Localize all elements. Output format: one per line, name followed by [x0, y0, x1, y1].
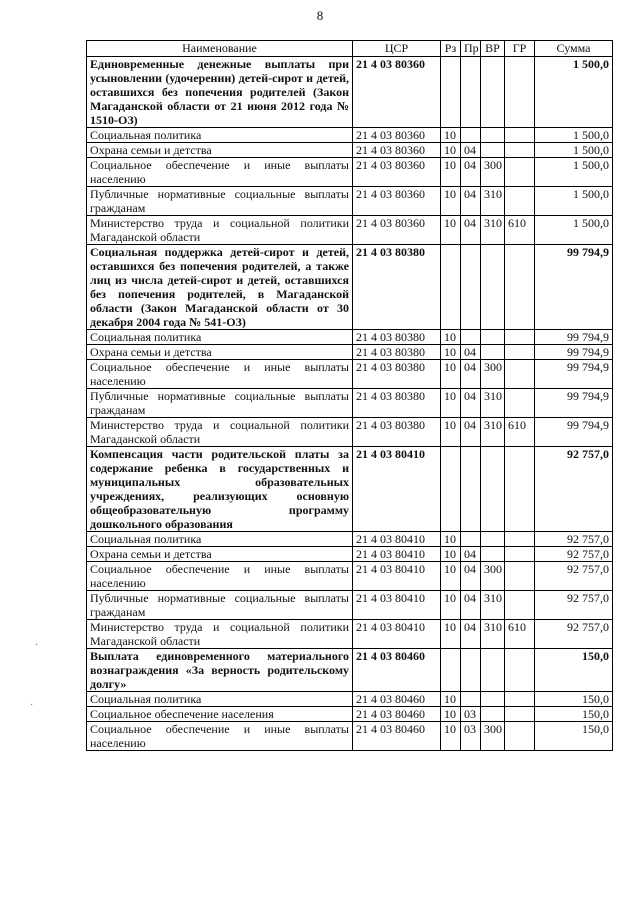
cell-name: Выплата единовременного материального вознаграждения «За верность родительскому долгу» — [87, 649, 353, 692]
cell-name: Охрана семьи и детства — [87, 345, 353, 360]
cell-name: Министерство труда и социальной политики Магаданской области — [87, 418, 353, 447]
cell-csr: 21 4 03 80380 — [353, 330, 441, 345]
cell-pr: 03 — [461, 722, 481, 751]
header-vr: ВР — [481, 41, 505, 57]
scan-speck: · — [35, 640, 39, 651]
cell-name: Единовременные денежные выплаты при усыновлении (удочерении) детей-сирот и детей, оставшихся без попечения родителей (Закон Магаданской области от 21 июня 2012 года № 1510-ОЗ) — [87, 57, 353, 128]
cell-rz: 10 — [441, 692, 461, 707]
table-row — [87, 330, 613, 345]
cell-gr — [505, 245, 535, 330]
cell-gr — [505, 345, 535, 360]
cell-gr — [505, 158, 535, 187]
cell-csr: 21 4 03 80380 — [353, 360, 441, 389]
cell-csr: 21 4 03 80410 — [353, 547, 441, 562]
cell-name: Социальное обеспечение и иные выплаты населению — [87, 158, 353, 187]
table-row — [87, 345, 613, 360]
cell-pr: 04 — [461, 187, 481, 216]
section-row — [87, 447, 613, 532]
cell-name: Публичные нормативные социальные выплаты гражданам — [87, 591, 353, 620]
cell-gr — [505, 128, 535, 143]
cell-vr: 300 — [481, 360, 505, 389]
cell-gr: 610 — [505, 216, 535, 245]
cell-sum: 150,0 — [535, 707, 613, 722]
cell-gr — [505, 57, 535, 128]
cell-name: Министерство труда и социальной политики Магаданской области — [87, 216, 353, 245]
table-row — [87, 143, 613, 158]
header-name: Наименование — [87, 41, 353, 57]
cell-pr: 03 — [461, 707, 481, 722]
cell-gr — [505, 707, 535, 722]
cell-name: Социальное обеспечение населения — [87, 707, 353, 722]
cell-sum: 1 500,0 — [535, 187, 613, 216]
cell-pr: 04 — [461, 591, 481, 620]
page-number: 8 — [316, 8, 324, 23]
cell-csr: 21 4 03 80410 — [353, 447, 441, 532]
cell-csr: 21 4 03 80380 — [353, 389, 441, 418]
cell-gr — [505, 562, 535, 591]
cell-rz: 10 — [441, 547, 461, 562]
cell-vr — [481, 532, 505, 547]
cell-vr: 300 — [481, 158, 505, 187]
cell-sum: 92 757,0 — [535, 591, 613, 620]
cell-csr: 21 4 03 80410 — [353, 620, 441, 649]
cell-sum: 1 500,0 — [535, 57, 613, 128]
cell-sum: 92 757,0 — [535, 547, 613, 562]
cell-csr: 21 4 03 80360 — [353, 128, 441, 143]
cell-pr — [461, 57, 481, 128]
section-row — [87, 649, 613, 692]
header-rz: Рз — [441, 41, 461, 57]
cell-pr: 04 — [461, 562, 481, 591]
cell-csr: 21 4 03 80410 — [353, 562, 441, 591]
cell-pr — [461, 447, 481, 532]
cell-csr: 21 4 03 80460 — [353, 649, 441, 692]
header-pr: Пр — [461, 41, 481, 57]
cell-sum: 1 500,0 — [535, 128, 613, 143]
cell-gr: 610 — [505, 620, 535, 649]
cell-sum: 1 500,0 — [535, 143, 613, 158]
cell-vr: 310 — [481, 620, 505, 649]
section-row — [87, 57, 613, 128]
table-row — [87, 418, 613, 447]
cell-rz: 10 — [441, 187, 461, 216]
cell-rz: 10 — [441, 722, 461, 751]
cell-pr — [461, 649, 481, 692]
cell-vr: 310 — [481, 591, 505, 620]
cell-gr — [505, 389, 535, 418]
cell-csr: 21 4 03 80360 — [353, 187, 441, 216]
cell-rz: 10 — [441, 707, 461, 722]
cell-vr — [481, 707, 505, 722]
cell-csr: 21 4 03 80410 — [353, 591, 441, 620]
cell-vr — [481, 128, 505, 143]
cell-csr: 21 4 03 80460 — [353, 722, 441, 751]
cell-pr: 04 — [461, 620, 481, 649]
table-row — [87, 620, 613, 649]
cell-rz: 10 — [441, 562, 461, 591]
cell-vr — [481, 547, 505, 562]
cell-name: Министерство труда и социальной политики Магаданской области — [87, 620, 353, 649]
cell-vr: 310 — [481, 418, 505, 447]
cell-sum: 99 794,9 — [535, 330, 613, 345]
cell-csr: 21 4 03 80460 — [353, 707, 441, 722]
cell-pr: 04 — [461, 158, 481, 187]
cell-gr — [505, 143, 535, 158]
cell-name: Социальная поддержка детей-сирот и детей, оставшихся без попечения родителей, а также лиц из числа детей-сирот и детей, оставшихся без попечения родителей, в Магаданской области (Закон Магаданской области от 30 декабря 2004 года № 541-ОЗ) — [87, 245, 353, 330]
cell-sum: 150,0 — [535, 722, 613, 751]
cell-gr — [505, 447, 535, 532]
table-row — [87, 216, 613, 245]
cell-csr: 21 4 03 80380 — [353, 418, 441, 447]
cell-csr: 21 4 03 80380 — [353, 245, 441, 330]
cell-vr — [481, 330, 505, 345]
table-row — [87, 707, 613, 722]
cell-gr — [505, 330, 535, 345]
cell-sum: 92 757,0 — [535, 620, 613, 649]
cell-rz: 10 — [441, 143, 461, 158]
cell-pr — [461, 128, 481, 143]
cell-name: Публичные нормативные социальные выплаты гражданам — [87, 389, 353, 418]
cell-pr: 04 — [461, 547, 481, 562]
cell-name: Компенсация части родительской платы за содержание ребенка в государственных и муниципальных образовательных учреждениях, реализующих основную общеобразовательную программу дошкольного образования — [87, 447, 353, 532]
cell-vr — [481, 692, 505, 707]
cell-gr — [505, 360, 535, 389]
cell-csr: 21 4 03 80410 — [353, 532, 441, 547]
table-row — [87, 591, 613, 620]
table-row — [87, 158, 613, 187]
cell-pr: 04 — [461, 389, 481, 418]
cell-rz — [441, 57, 461, 128]
header-gr: ГР — [505, 41, 535, 57]
cell-rz: 10 — [441, 360, 461, 389]
cell-vr: 310 — [481, 389, 505, 418]
cell-gr — [505, 532, 535, 547]
cell-pr — [461, 330, 481, 345]
header-row — [87, 41, 613, 57]
cell-sum: 99 794,9 — [535, 418, 613, 447]
cell-vr: 300 — [481, 722, 505, 751]
table-row — [87, 722, 613, 751]
cell-pr: 04 — [461, 345, 481, 360]
cell-sum: 99 794,9 — [535, 345, 613, 360]
cell-name: Публичные нормативные социальные выплаты гражданам — [87, 187, 353, 216]
table-row — [87, 532, 613, 547]
cell-name: Охрана семьи и детства — [87, 547, 353, 562]
budget-table — [86, 40, 613, 751]
cell-pr: 04 — [461, 216, 481, 245]
header-sum: Сумма — [535, 41, 613, 57]
cell-sum: 99 794,9 — [535, 360, 613, 389]
cell-sum: 99 794,9 — [535, 389, 613, 418]
cell-name: Социальная политика — [87, 330, 353, 345]
cell-rz: 10 — [441, 330, 461, 345]
cell-rz: 10 — [441, 591, 461, 620]
cell-rz: 10 — [441, 389, 461, 418]
cell-pr — [461, 245, 481, 330]
cell-sum: 92 757,0 — [535, 562, 613, 591]
cell-vr — [481, 57, 505, 128]
cell-sum: 99 794,9 — [535, 245, 613, 330]
cell-name: Социальное обеспечение и иные выплаты населению — [87, 360, 353, 389]
cell-gr — [505, 692, 535, 707]
section-row — [87, 245, 613, 330]
cell-vr — [481, 345, 505, 360]
cell-sum: 150,0 — [535, 649, 613, 692]
cell-csr: 21 4 03 80460 — [353, 692, 441, 707]
cell-name: Социальное обеспечение и иные выплаты населению — [87, 562, 353, 591]
cell-rz: 10 — [441, 158, 461, 187]
cell-rz: 10 — [441, 620, 461, 649]
cell-name: Социальная политика — [87, 532, 353, 547]
cell-csr: 21 4 03 80360 — [353, 216, 441, 245]
table-row — [87, 547, 613, 562]
cell-vr: 310 — [481, 216, 505, 245]
cell-vr — [481, 447, 505, 532]
cell-rz — [441, 245, 461, 330]
cell-vr — [481, 649, 505, 692]
cell-sum: 1 500,0 — [535, 216, 613, 245]
cell-rz — [441, 649, 461, 692]
cell-vr — [481, 245, 505, 330]
table-row — [87, 692, 613, 707]
cell-sum: 1 500,0 — [535, 158, 613, 187]
cell-rz: 10 — [441, 418, 461, 447]
cell-pr: 04 — [461, 143, 481, 158]
cell-csr: 21 4 03 80360 — [353, 57, 441, 128]
cell-name: Социальная политика — [87, 692, 353, 707]
table-row — [87, 389, 613, 418]
cell-gr — [505, 649, 535, 692]
cell-rz: 10 — [441, 128, 461, 143]
cell-csr: 21 4 03 80360 — [353, 143, 441, 158]
cell-pr — [461, 532, 481, 547]
table-row — [87, 187, 613, 216]
cell-gr — [505, 547, 535, 562]
cell-pr: 04 — [461, 418, 481, 447]
table-row — [87, 128, 613, 143]
cell-rz: 10 — [441, 216, 461, 245]
cell-rz: 10 — [441, 532, 461, 547]
cell-gr: 610 — [505, 418, 535, 447]
cell-sum: 150,0 — [535, 692, 613, 707]
cell-csr: 21 4 03 80380 — [353, 345, 441, 360]
cell-gr — [505, 722, 535, 751]
cell-name: Социальная политика — [87, 128, 353, 143]
cell-pr — [461, 692, 481, 707]
cell-pr: 04 — [461, 360, 481, 389]
cell-rz: 10 — [441, 345, 461, 360]
cell-name: Охрана семьи и детства — [87, 143, 353, 158]
cell-rz — [441, 447, 461, 532]
cell-vr: 300 — [481, 562, 505, 591]
header-csr: ЦСР — [353, 41, 441, 57]
cell-sum: 92 757,0 — [535, 447, 613, 532]
table-row — [87, 562, 613, 591]
cell-sum: 92 757,0 — [535, 532, 613, 547]
cell-csr: 21 4 03 80360 — [353, 158, 441, 187]
table-row — [87, 360, 613, 389]
cell-gr — [505, 187, 535, 216]
cell-gr — [505, 591, 535, 620]
cell-vr — [481, 143, 505, 158]
cell-vr: 310 — [481, 187, 505, 216]
cell-name: Социальное обеспечение и иные выплаты населению — [87, 722, 353, 751]
scan-speck: · — [30, 700, 34, 711]
